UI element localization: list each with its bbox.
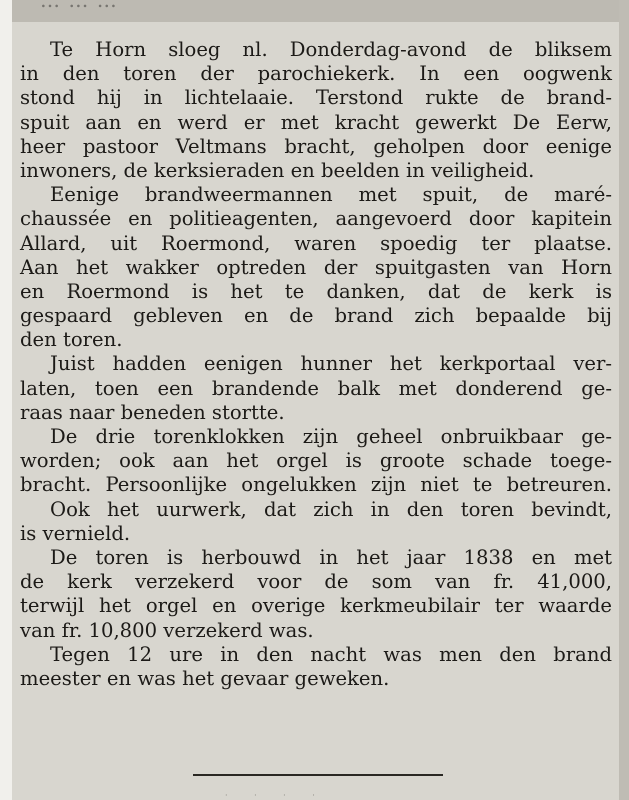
article-line: heer pastoor Veltmans bracht, geholpen door eenige [20, 134, 612, 158]
article-line: Te Horn sloeg nl. Donderdag-avond de bliksem [50, 38, 612, 61]
paper-right-edge [619, 0, 629, 800]
article-line: de kerk verzekerd voor de som van fr. 41,000, [20, 570, 612, 594]
article-line: bracht. Persoonlijke ongelukken zijn niet te betreuren. [20, 473, 612, 497]
article-body [20, 38, 612, 691]
previous-article-fragment [0, 0, 629, 22]
article-line: De drie torenklokken zijn geheel onbruikbaar ge- [50, 425, 612, 448]
end-of-article-rule [193, 774, 443, 776]
article-line: van fr. 10,800 verzekerd was. [20, 618, 314, 642]
article-line: Tegen 12 ure in den nacht was men den brand [50, 642, 612, 666]
article-line: den toren. [20, 328, 123, 352]
article-line: in den toren der parochiekerk. In een oogwenk [20, 62, 612, 86]
article-line: meester en was het gevaar geweken. [20, 666, 390, 690]
article-line: Allard, uit Roermond, waren spoedig ter plaatse. [20, 231, 612, 255]
article-line: chaussée en politieagenten, aangevoerd door kapitein [20, 207, 612, 231]
article-line: terwijl het orgel en overige kerkmeubilair ter waarde [20, 594, 612, 618]
article-line: stond hij in lichtelaaie. Terstond rukte de brand- [20, 86, 612, 110]
article-line: gespaard gebleven en de brand zich bepaalde bij [20, 304, 612, 328]
article-line: Eenige brandweermannen met spuit, de maré- [50, 183, 612, 207]
article-line: Aan het wakker optreden der spuitgasten van Horn [20, 255, 612, 279]
article-line: is vernield. [20, 521, 131, 545]
article-line: Ook het uurwerk, dat zich in den toren bevindt, [50, 497, 612, 521]
next-article-fragment: · · · · [225, 791, 327, 800]
previous-article-text: … … … [40, 0, 118, 12]
article-line: worden; ook aan het orgel is groote schade toege- [20, 449, 612, 473]
article-line: spuit aan en werd er met kracht gewerkt De Eerw, [20, 110, 612, 134]
article-line: en Roermond is het te danken, dat de kerk is [20, 279, 612, 303]
article-line: raas naar beneden stortte. [20, 400, 285, 424]
article-line: laten, toen een brandende balk met donderend ge- [20, 376, 612, 400]
article-line: De toren is herbouwd in het jaar 1838 en met [50, 545, 612, 569]
article-line: inwoners, de kerksieraden en beelden in veiligheid. [20, 158, 535, 182]
article-line: Juist hadden eenigen hunner het kerkportaal ver- [50, 352, 612, 376]
paper-left-edge [0, 0, 12, 800]
